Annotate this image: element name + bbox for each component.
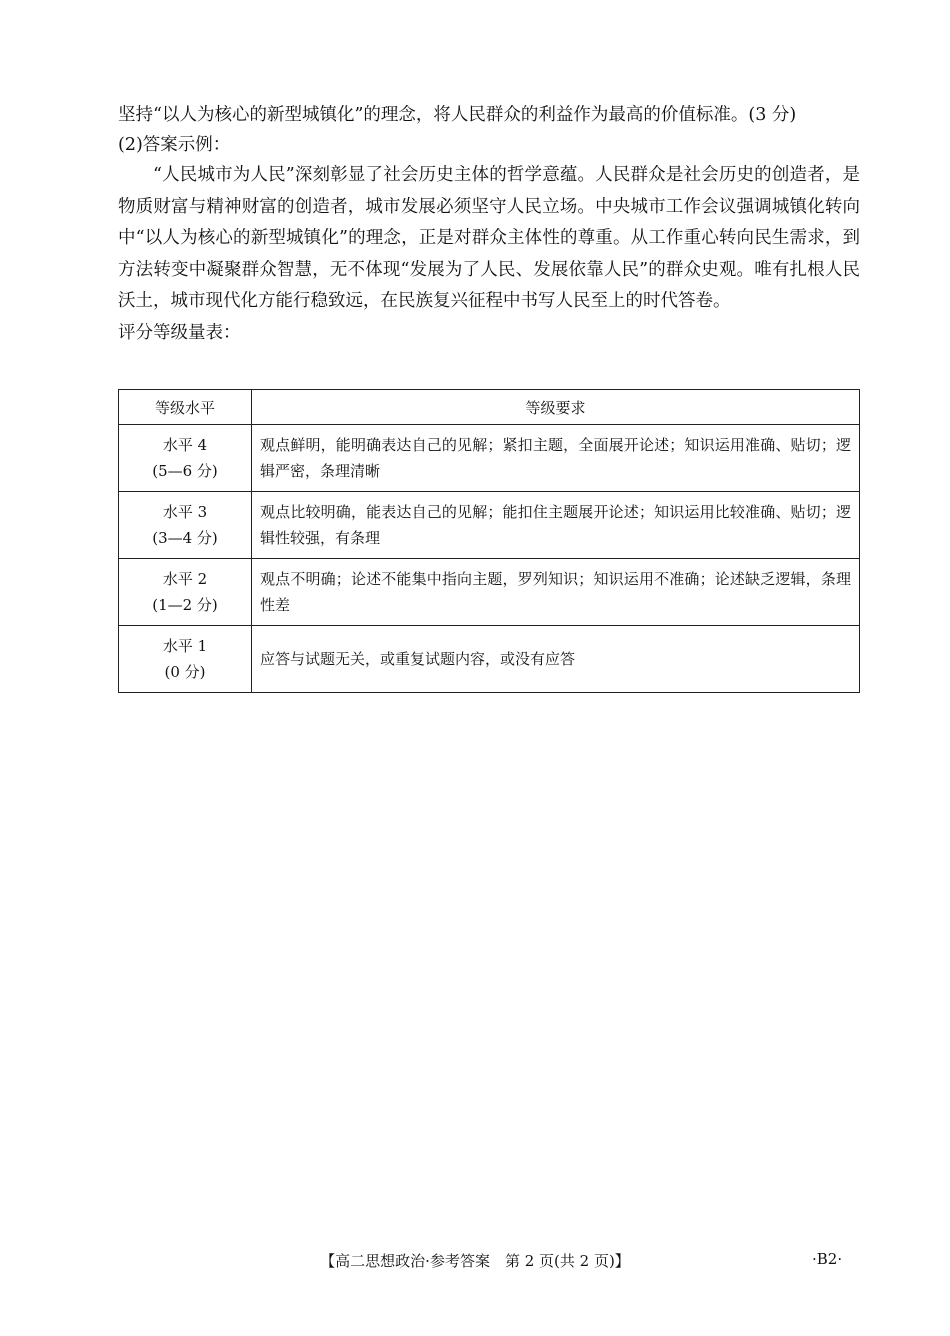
- level-score: (0 分): [164, 663, 206, 681]
- level-name: 水平 1: [162, 637, 208, 655]
- table-row: [119, 559, 860, 626]
- table-row: [119, 492, 860, 559]
- table-row: [119, 425, 860, 492]
- level-cell: [119, 492, 252, 559]
- level-score: (3—4 分): [152, 529, 218, 547]
- header-level: 等级水平: [119, 390, 252, 425]
- answer-heading-2: (2)答案示例：: [118, 135, 231, 155]
- level-name: 水平 2: [162, 570, 208, 588]
- requirement-cell: 观点鲜明，能明确表达自己的见解；紧扣主题，全面展开论述；知识运用准确、贴切；逻辑严密，条理清晰: [252, 425, 860, 492]
- table-caption: 评分等级量表：: [118, 322, 241, 343]
- answer-line-1: 坚持“以人为核心的新型城镇化”的理念，将人民群众的利益作为最高的价值标准。(3 分): [118, 105, 797, 125]
- level-score: (5—6 分): [152, 462, 218, 480]
- header-requirement: 等级要求: [252, 390, 860, 425]
- page-code: ·B2·: [812, 1250, 843, 1268]
- level-name: 水平 4: [162, 436, 208, 454]
- level-cell: [119, 425, 252, 492]
- table-header-row: [119, 390, 860, 425]
- answer-content: [118, 100, 860, 348]
- requirement-cell: 观点不明确；论述不能集中指向主题，罗列知识；知识运用不准确；论述缺乏逻辑，条理性差: [252, 559, 860, 626]
- answer-example-paragraph: “人民城市为人民”深刻彰显了社会历史主体的哲学意蕴。人民群众是社会历史的创造者，是物质财富与精神财富的创造者，城市发展必须坚守人民立场。中央城市工作会议强调城镇化转向中“以人为核心的新型城镇化”的理念，正是对群众主体性的尊重。从工作重心转向民生需求，到方法转变中凝聚群众智慧，无不体现“发展为了人民、发展依靠人民”的群众史观。唯有扎根人民沃土，城市现代化方能行稳致远，在民族复兴征程中书写人民至上的时代答卷。: [118, 165, 860, 311]
- level-score: (1—2 分): [152, 596, 218, 614]
- level-cell: [119, 626, 252, 693]
- grading-scale-table: [118, 389, 860, 693]
- level-cell: [119, 559, 252, 626]
- requirement-cell: 观点比较明确，能表达自己的见解；能扣住主题展开论述；知识运用比较准确、贴切；逻辑性较强，有条理: [252, 492, 860, 559]
- requirement-cell: 应答与试题无关，或重复试题内容，或没有应答: [252, 626, 860, 693]
- level-name: 水平 3: [162, 503, 208, 521]
- table-row: [119, 626, 860, 693]
- page-footer: 【高二思想政治·参考答案 第 2 页(共 2 页)】: [320, 1252, 630, 1270]
